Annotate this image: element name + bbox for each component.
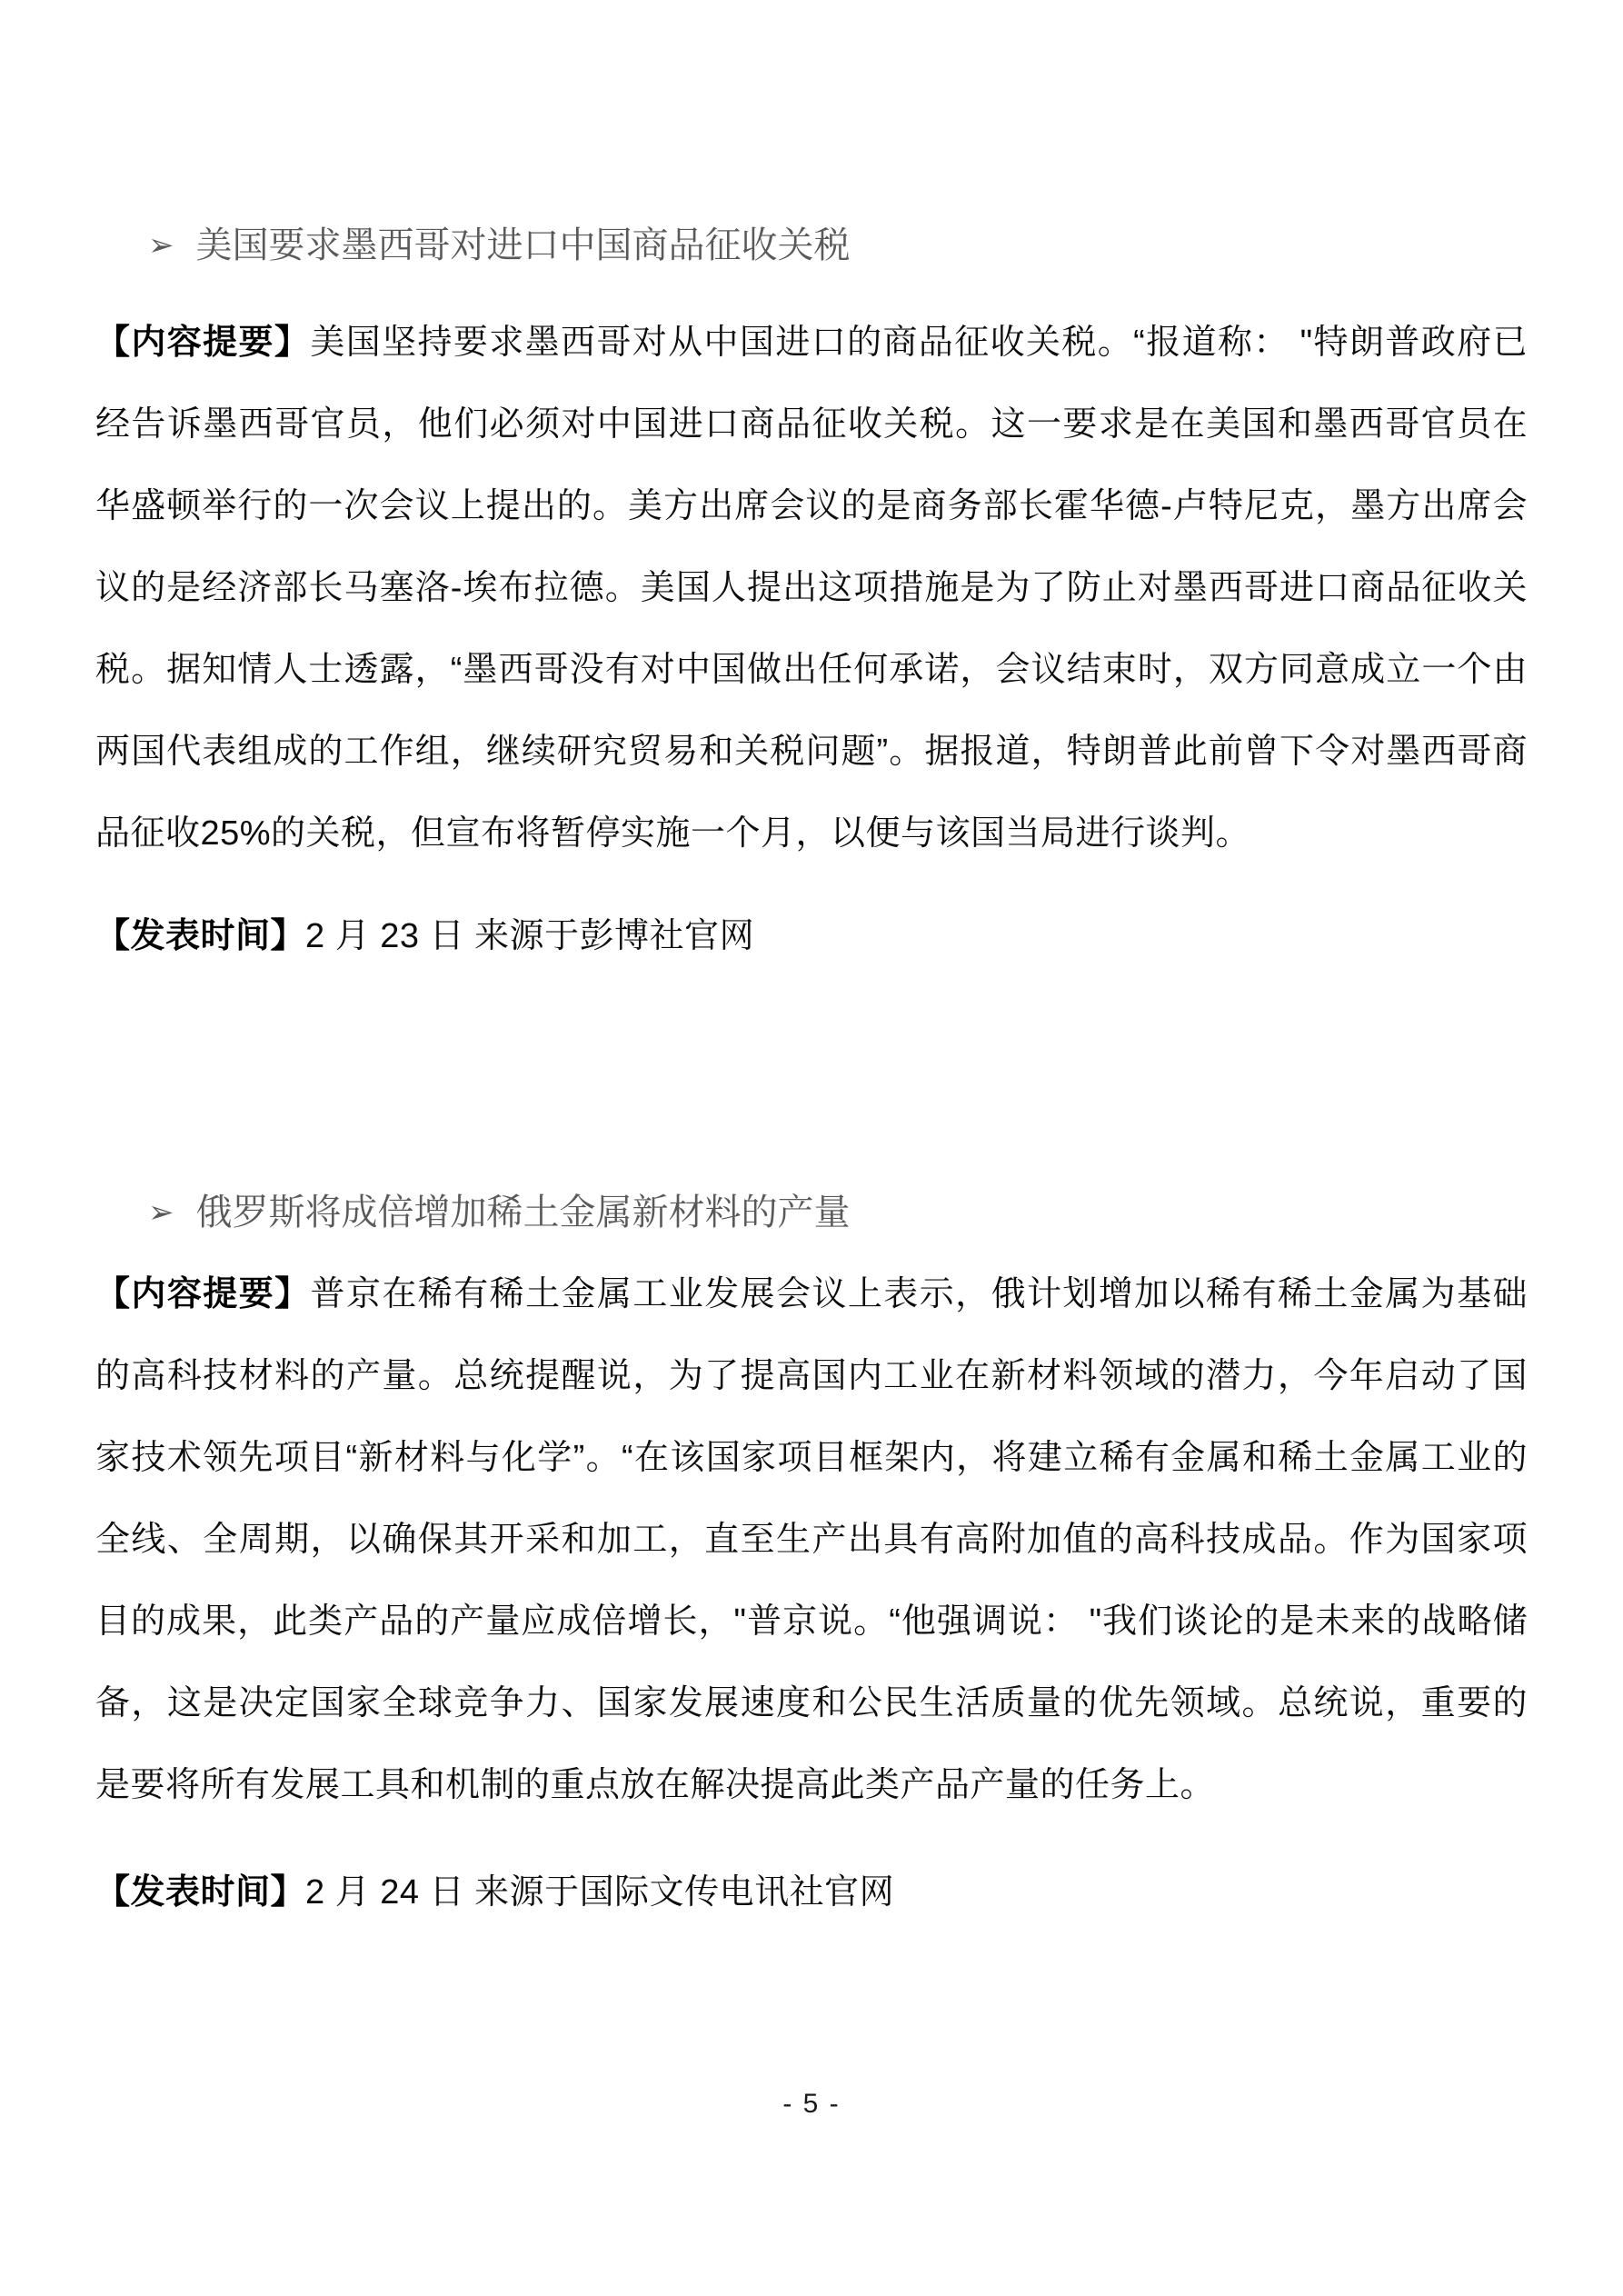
section-summary-paragraph [95,1253,1528,1826]
section-summary-paragraph [95,302,1528,874]
date-label: 【发表时间】 [95,1873,306,1912]
page-content [0,224,1623,1933]
date-source-text: 2 月 23 日 来源于彭博社官网 [305,917,755,955]
page-number: - 5 - [782,2089,841,2119]
arrow-bullet-icon: ➢ [148,1195,174,1230]
arrow-bullet-icon: ➢ [148,228,174,263]
summary-label: 【内容提要】 [95,1275,311,1313]
publication-info-line [95,1852,1528,1933]
summary-text: 美国坚持要求墨西哥对从中国进口的商品征收关税。“报道称： "特朗普政府已经告诉墨西哥官员，他们必须对中国进口商品征收关税。这一要求是在美国和墨西哥官员在华盛顿举行的一次会议上提出的。美方出席会议的是商务部长霍华德-卢特尼克，墨方出席会议的是经济部长马塞洛-埃布拉德。美国人提出这项措施是为了防止对墨西哥进口商品征收关税。据知情人士透露，“墨西哥没有对中国做出任何承诺，会议结束时，双方同意成立一个由两国代表组成的工作组，继续研究贸易和关税问题”。据报道，特朗普此前曾下令对墨西哥商品征收25%的关税，但宣布将暂停实施一个月，以便与该国当局进行谈判。 [95,324,1528,853]
summary-label: 【内容提要】 [95,324,311,362]
section-title: 俄罗斯将成倍增加稀土金属新材料的产量 [195,1193,851,1233]
date-label: 【发表时间】 [95,917,306,955]
publication-info-line [95,895,1528,977]
date-source-text: 2 月 24 日 来源于国际文传电讯社官网 [305,1873,895,1912]
section-title: 美国要求墨西哥对进口中国商品征收关税 [195,225,851,265]
summary-text: 普京在稀有稀土金属工业发展会议上表示，俄计划增加以稀有稀土金属为基础的高科技材料的产量。总统提醒说，为了提高国内工业在新材料领域的潜力，今年启动了国家技术领先项目“新材料与化学”。“在该国家项目框架内，将建立稀有金属和稀土金属工业的全线、全周期，以确保其开采和加工，直至生产出具有高附加值的高科技成品。作为国家项目的成果，此类产品的产量应成倍增长，"普京说。“他强调说： "我们谈论的是未来的战略储备，这是决定国家全球竞争力、国家发展速度和公民生活质量的优先领域。总统说，重要的是要将所有发展工具和机制的重点放在解决提高此类产品产量的任务上。 [95,1275,1528,1804]
section-heading-us-mexico-tariffs [95,224,1528,267]
section-heading-russia-rare-earth [95,1191,1528,1234]
